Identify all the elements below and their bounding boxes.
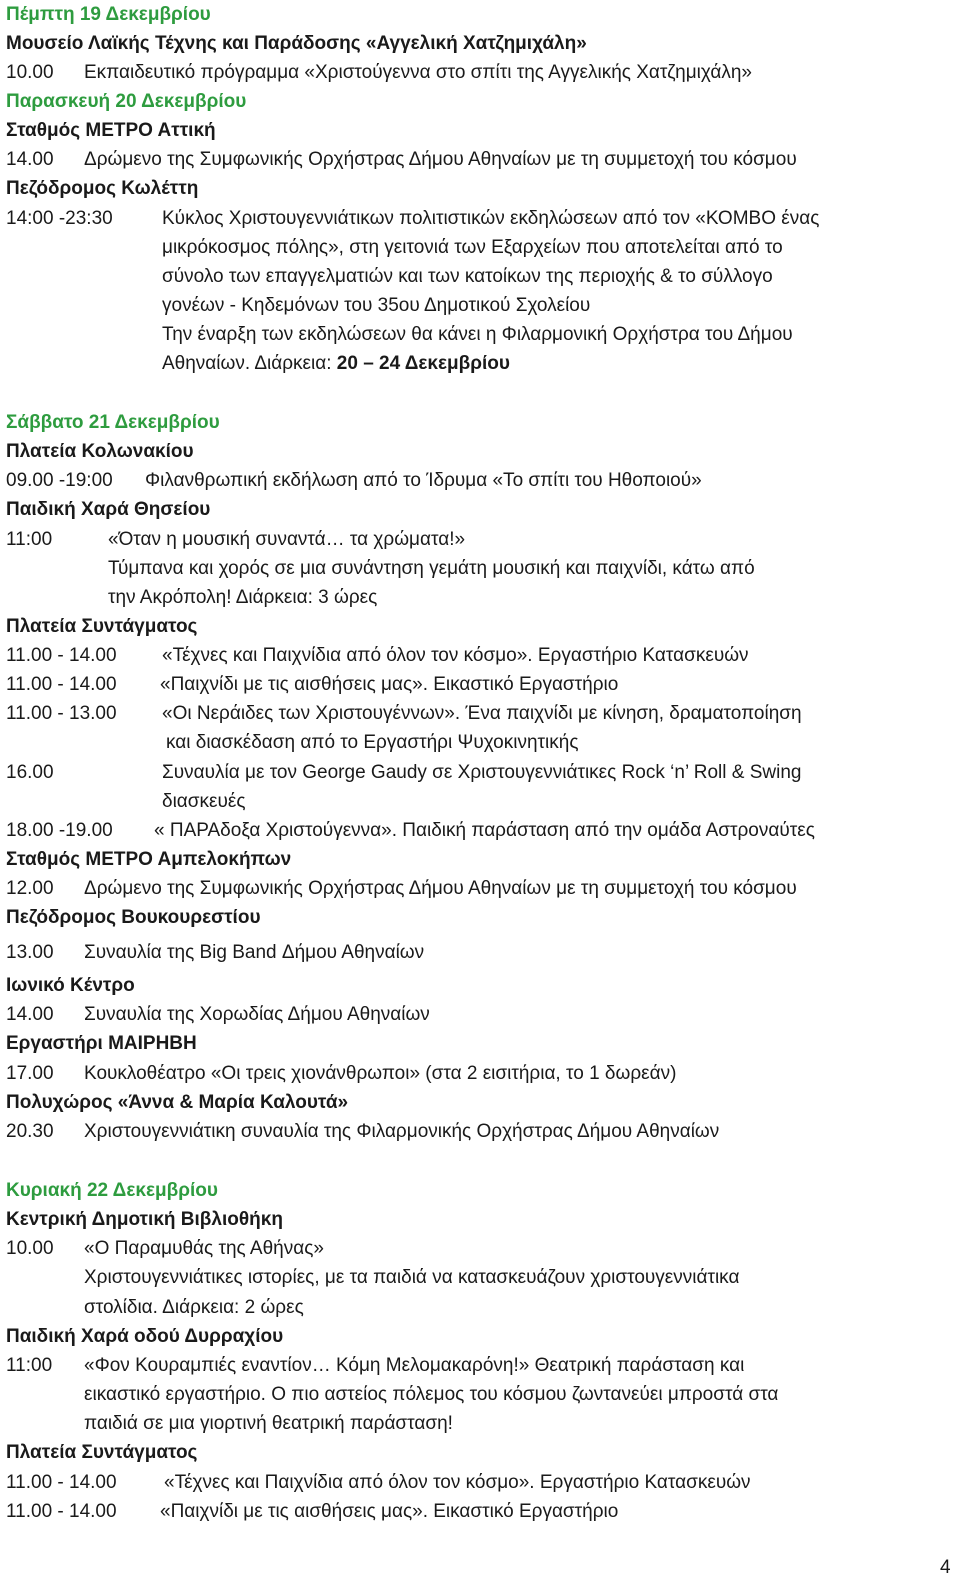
event-description: «Τέχνες και Παιχνίδια από όλον τον κόσμο». Εργαστήριο Κατασκευών [164, 1472, 751, 1493]
event-description: Φιλανθρωπική εκδήλωση από το Ίδρυμα «Το σπίτι του Ηθοποιού» [145, 470, 702, 491]
event-description: «Τέχνες και Παιχνίδια από όλον τον κόσμο». Εργαστήριο Κατασκευών [162, 645, 749, 666]
event-time: 13.00 [6, 942, 54, 963]
day-heading-friday: Παρασκευή 20 Δεκεμβρίου [6, 91, 247, 112]
day-heading-sunday: Κυριακή 22 Δεκεμβρίου [6, 1180, 218, 1201]
event-time: 14:00 -23:30 [6, 208, 113, 229]
event-description: διασκευές [162, 791, 246, 812]
event-description: γονέων - Κηδεμόνων του 35ου Δημοτικού Σχολείου [162, 295, 591, 316]
event-time: 16.00 [6, 762, 54, 783]
event-time: 14.00 [6, 1004, 54, 1025]
venue-heading: Παιδική Χαρά Θησείου [6, 499, 211, 520]
event-description: Χριστουγεννιάτικες ιστορίες, με τα παιδιά να κατασκευάζουν χριστουγεννιάτικα [84, 1267, 740, 1288]
event-time: 18.00 -19.00 [6, 820, 113, 841]
event-time: 09.00 -19:00 [6, 470, 113, 491]
event-description: «Παιχνίδι με τις αισθήσεις μας». Εικαστικό Εργαστήριο [160, 674, 619, 695]
event-description: την Ακρόπολη! Διάρκεια: 3 ώρες [108, 587, 378, 608]
page-number: 4 [940, 1557, 951, 1578]
event-time: 12.00 [6, 878, 54, 899]
event-description: «Οι Νεράιδες των Χριστουγέννων». Ένα παιχνίδι με κίνηση, δραματοποίηση [162, 703, 802, 724]
venue-heading: Πεζόδρομος Βουκουρεστίου [6, 907, 261, 928]
event-description: εικαστικό εργαστήριο. Ο πιο αστείος πόλεμος του κόσμου ζωντανεύει μπροστά στα [84, 1384, 779, 1405]
event-time: 14.00 [6, 149, 54, 170]
venue-heading: Πεζόδρομος Κωλέττη [6, 178, 199, 199]
event-description: Χριστουγεννιάτικη συναυλία της Φιλαρμονικής Ορχήστρας Δήμου Αθηναίων [84, 1121, 720, 1142]
event-time: 17.00 [6, 1063, 54, 1084]
venue-heading: Πολυχώρος «Άννα & Μαρία Καλουτά» [6, 1092, 349, 1113]
event-description: Συναυλία της Big Band Δήμου Αθηναίων [84, 942, 425, 963]
event-description: Κύκλος Χριστουγεννιάτικων πολιτιστικών εκδηλώσεων από τον «ΚΟΜΒΟ ένας [162, 208, 820, 229]
event-description: μικρόκοσμος πόλης», στη γειτονιά των Εξαρχείων που αποτελείται από το [162, 237, 783, 258]
event-description: σύνολο των επαγγελματιών και των κατοίκων της περιοχής & το σύλλογο [162, 266, 773, 287]
venue-heading: Ιωνικό Κέντρο [6, 975, 135, 996]
event-time: 11.00 - 13.00 [6, 703, 117, 724]
venue-heading: Κεντρική Δημοτική Βιβλιοθήκη [6, 1209, 283, 1230]
venue-heading: Παιδική Χαρά οδού Δυρραχίου [6, 1326, 284, 1347]
event-description: Τύμπανα και χορός σε μια συνάντηση γεμάτη μουσική και παιχνίδι, κάτω από [108, 558, 755, 579]
event-description: « ΠΑΡΑδοξα Χριστούγεννα». Παιδική παράσταση από την ομάδα Αστροναύτες [154, 820, 815, 841]
event-description: και διασκέδαση από το Εργαστήρι Ψυχοκινητικής [166, 732, 579, 753]
event-description: Δρώμενο της Συμφωνικής Ορχήστρας Δήμου Αθηναίων με τη συμμετοχή του κόσμου [84, 149, 797, 170]
event-description [162, 352, 510, 376]
venue-heading: Πλατεία Κολωνακίου [6, 441, 194, 462]
event-description: «Όταν η μουσική συναντά… τα χρώματα!» [108, 529, 466, 550]
event-description: Δρώμενο της Συμφωνικής Ορχήστρας Δήμου Αθηναίων με τη συμμετοχή του κόσμου [84, 878, 797, 899]
venue-heading: Σταθμός ΜΕΤΡΟ Αττική [6, 120, 216, 141]
event-description: στολίδια. Διάρκεια: 2 ώρες [84, 1297, 304, 1318]
day-heading-saturday: Σάββατο 21 Δεκεμβρίου [6, 412, 220, 433]
event-time: 20.30 [6, 1121, 54, 1142]
event-time: 11.00 - 14.00 [6, 1472, 117, 1493]
event-description: Εκπαιδευτικό πρόγραμμα «Χριστούγεννα στο σπίτι της Αγγελικής Χατζημιχάλη» [84, 62, 752, 83]
event-time: 11:00 [6, 529, 53, 550]
event-description: Συναυλία με τον George Gaudy σε Χριστουγεννιάτικες Rock ‘n’ Roll & Swing [162, 762, 802, 783]
venue-heading: Πλατεία Συντάγματος [6, 616, 198, 637]
venue-heading: Πλατεία Συντάγματος [6, 1442, 198, 1463]
event-description: Κουκλοθέατρο «Οι τρεις χιονάνθρωποι» (στα 2 εισιτήρια, το 1 δωρεάν) [84, 1063, 677, 1084]
event-time: 10.00 [6, 62, 54, 83]
event-description: «Παιχνίδι με τις αισθήσεις μας». Εικαστικό Εργαστήριο [160, 1501, 619, 1522]
event-description: «Ο Παραμυθάς της Αθήνας» [84, 1238, 324, 1259]
event-time: 11.00 - 14.00 [6, 674, 117, 695]
event-description: «Φον Κουραμπιές εναντίον… Κόμη Μελομακαρόνη!» Θεατρική παράσταση και [84, 1355, 745, 1376]
event-time: 11:00 [6, 1355, 53, 1376]
event-duration-dates: 20 – 24 Δεκεμβρίου [336, 353, 510, 374]
event-time: 11.00 - 14.00 [6, 1501, 117, 1522]
event-description: Συναυλία της Χορωδίας Δήμου Αθηναίων [84, 1004, 430, 1025]
event-time: 10.00 [6, 1238, 54, 1259]
event-description: Την έναρξη των εκδηλώσεων θα κάνει η Φιλαρμονική Ορχήστρα του Δήμου [162, 324, 793, 345]
day-heading-thursday: Πέμπτη 19 Δεκεμβρίου [6, 4, 211, 25]
event-description: παιδιά σε μια γιορτινή θεατρική παράσταση! [84, 1413, 453, 1434]
venue-heading: Μουσείο Λαϊκής Τέχνης και Παράδοσης «Αγγελική Χατζημιχάλη» [6, 33, 587, 54]
event-duration-label: Αθηναίων. Διάρκεια: [162, 353, 337, 374]
venue-heading: Εργαστήρι ΜΑΙΡΗΒΗ [6, 1033, 197, 1054]
event-time: 11.00 - 14.00 [6, 645, 117, 666]
venue-heading: Σταθμός ΜΕΤΡΟ Αμπελοκήπων [6, 849, 292, 870]
